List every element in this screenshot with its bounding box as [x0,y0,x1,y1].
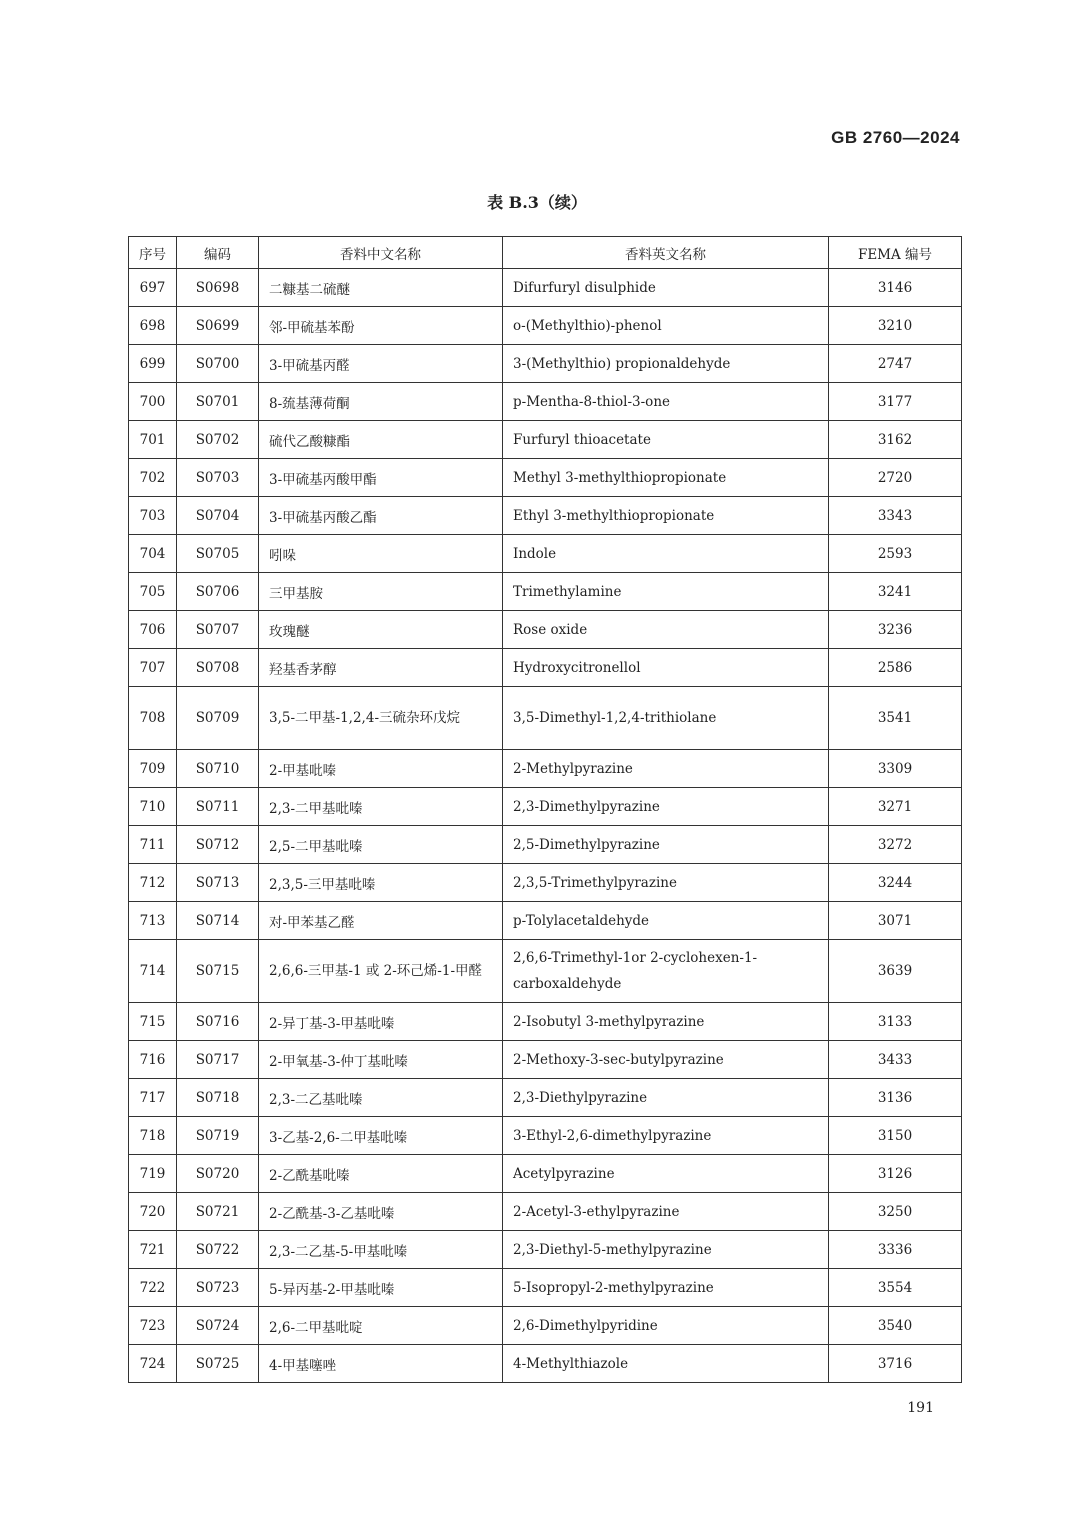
cell-en-name: Difurfuryl disulphide [503,269,829,307]
cell-en-name: Methyl 3-methylthiopropionate [503,459,829,497]
cell-code: S0722 [177,1231,259,1269]
cell-no: 703 [129,497,177,535]
table-row [129,940,962,1003]
cell-no: 716 [129,1041,177,1079]
cell-fema: 3343 [829,497,962,535]
cell-no: 701 [129,421,177,459]
cell-en-name: 3,5-Dimethyl-1,2,4-trithiolane [503,687,829,750]
cell-fema: 3236 [829,611,962,649]
cell-code: S0716 [177,1003,259,1041]
table-row [129,611,962,649]
cell-no: 699 [129,345,177,383]
cell-en-name: 2-Methoxy-3-sec-butylpyrazine [503,1041,829,1079]
table-row [129,269,962,307]
cell-en-name: 2,3-Diethylpyrazine [503,1079,829,1117]
cell-code: S0713 [177,864,259,902]
col-header-code: 编码 [177,237,259,269]
standard-code: GB 2760—2024 [831,128,960,147]
cell-cn-name: 4-甲基噻唑 [259,1345,503,1383]
cell-no: 700 [129,383,177,421]
cell-en-name: 2,5-Dimethylpyrazine [503,826,829,864]
cell-cn-name: 吲哚 [259,535,503,573]
table-row [129,902,962,940]
cell-fema: 3250 [829,1193,962,1231]
table-row [129,1345,962,1383]
cell-code: S0721 [177,1193,259,1231]
cell-fema: 3639 [829,940,962,1003]
cell-fema: 3136 [829,1079,962,1117]
cell-cn-name: 2,3,5-三甲基吡嗪 [259,864,503,902]
table-row [129,1041,962,1079]
cell-en-name: 4-Methylthiazole [503,1345,829,1383]
cell-no: 710 [129,788,177,826]
cell-fema: 3162 [829,421,962,459]
cell-code: S0700 [177,345,259,383]
table-row [129,497,962,535]
cell-cn-name: 3-乙基-2,6-二甲基吡嗪 [259,1117,503,1155]
cell-no: 718 [129,1117,177,1155]
cell-no: 713 [129,902,177,940]
cell-code: S0706 [177,573,259,611]
cell-cn-name: 2-异丁基-3-甲基吡嗪 [259,1003,503,1041]
table-row [129,649,962,687]
cell-no: 707 [129,649,177,687]
cell-fema: 3554 [829,1269,962,1307]
cell-code: S0715 [177,940,259,1003]
cell-fema: 3541 [829,687,962,750]
table-row [129,1193,962,1231]
cell-code: S0720 [177,1155,259,1193]
table-row [129,345,962,383]
table-row [129,826,962,864]
table-row [129,1079,962,1117]
cell-cn-name: 5-异丙基-2-甲基吡嗪 [259,1269,503,1307]
cell-cn-name: 硫代乙酸糠酯 [259,421,503,459]
cell-no: 720 [129,1193,177,1231]
cell-no: 714 [129,940,177,1003]
cell-cn-name: 2-乙酰基吡嗪 [259,1155,503,1193]
cell-en-name: Ethyl 3-methylthiopropionate [503,497,829,535]
cell-no: 708 [129,687,177,750]
cell-en-name: 2,6-Dimethylpyridine [503,1307,829,1345]
cell-code: S0718 [177,1079,259,1117]
cell-en-name: 3-(Methylthio) propionaldehyde [503,345,829,383]
cell-no: 721 [129,1231,177,1269]
cell-code: S0714 [177,902,259,940]
cell-no: 698 [129,307,177,345]
table-row [129,459,962,497]
cell-fema: 3540 [829,1307,962,1345]
cell-no: 724 [129,1345,177,1383]
cell-code: S0725 [177,1345,259,1383]
cell-fema: 3433 [829,1041,962,1079]
cell-cn-name: 对-甲苯基乙醛 [259,902,503,940]
cell-fema: 3244 [829,864,962,902]
col-header-no: 序号 [129,237,177,269]
cell-cn-name: 3-甲硫基丙酸甲酯 [259,459,503,497]
cell-en-name: Rose oxide [503,611,829,649]
table-row [129,421,962,459]
cell-en-name: 2,3-Diethyl-5-methylpyrazine [503,1231,829,1269]
table-row [129,383,962,421]
cell-no: 705 [129,573,177,611]
cell-code: S0723 [177,1269,259,1307]
cell-fema: 3336 [829,1231,962,1269]
cell-no: 712 [129,864,177,902]
cell-cn-name: 羟基香茅醇 [259,649,503,687]
cell-cn-name: 2-甲基吡嗪 [259,750,503,788]
cell-code: S0705 [177,535,259,573]
cell-no: 719 [129,1155,177,1193]
cell-cn-name: 2,3-二甲基吡嗪 [259,788,503,826]
cell-fema: 2720 [829,459,962,497]
cell-en-name: 2,3,5-Trimethylpyrazine [503,864,829,902]
table-row [129,687,962,750]
col-header-fema: FEMA 编号 [829,237,962,269]
flavoring-table [128,236,962,1383]
cell-code: S0707 [177,611,259,649]
cell-code: S0711 [177,788,259,826]
cell-cn-name: 邻-甲硫基苯酚 [259,307,503,345]
cell-cn-name: 2,6-二甲基吡啶 [259,1307,503,1345]
cell-no: 717 [129,1079,177,1117]
table-body [129,269,962,1383]
table-row [129,307,962,345]
cell-code: S0712 [177,826,259,864]
cell-fema: 3177 [829,383,962,421]
cell-cn-name: 2-甲氧基-3-仲丁基吡嗪 [259,1041,503,1079]
cell-cn-name: 2,3-二乙基吡嗪 [259,1079,503,1117]
cell-en-name: 3-Ethyl-2,6-dimethylpyrazine [503,1117,829,1155]
table-row [129,750,962,788]
table-row [129,535,962,573]
cell-en-name: Hydroxycitronellol [503,649,829,687]
col-header-cn-name: 香料中文名称 [259,237,503,269]
cell-fema: 3126 [829,1155,962,1193]
cell-cn-name: 8-巯基薄荷酮 [259,383,503,421]
cell-cn-name: 2-乙酰基-3-乙基吡嗪 [259,1193,503,1231]
cell-fema: 3133 [829,1003,962,1041]
cell-en-name: 2-Acetyl-3-ethylpyrazine [503,1193,829,1231]
cell-en-name: 2,3-Dimethylpyrazine [503,788,829,826]
cell-cn-name: 玫瑰醚 [259,611,503,649]
cell-en-name: 5-Isopropyl-2-methylpyrazine [503,1269,829,1307]
cell-fema: 3150 [829,1117,962,1155]
table-title: 表 B.3（续） [487,193,587,212]
cell-code: S0702 [177,421,259,459]
cell-en-name: p-Tolylacetaldehyde [503,902,829,940]
table-row [129,1231,962,1269]
table-row [129,1003,962,1041]
table-row [129,573,962,611]
cell-code: S0719 [177,1117,259,1155]
cell-fema: 3309 [829,750,962,788]
cell-cn-name: 三甲基胺 [259,573,503,611]
cell-fema: 3271 [829,788,962,826]
cell-fema: 3146 [829,269,962,307]
cell-code: S0703 [177,459,259,497]
cell-en-name: Furfuryl thioacetate [503,421,829,459]
cell-code: S0699 [177,307,259,345]
cell-en-name: Trimethylamine [503,573,829,611]
cell-en-name: 2-Isobutyl 3-methylpyrazine [503,1003,829,1041]
cell-fema: 2593 [829,535,962,573]
cell-cn-name: 2,3-二乙基-5-甲基吡嗪 [259,1231,503,1269]
cell-en-name: 2,6,6-Trimethyl-1or 2-cyclohexen-1-carboxaldehyde [503,940,829,1003]
cell-en-name: Acetylpyrazine [503,1155,829,1193]
table-row [129,864,962,902]
cell-cn-name: 3-甲硫基丙酸乙酯 [259,497,503,535]
cell-en-name: Indole [503,535,829,573]
cell-no: 706 [129,611,177,649]
cell-fema: 3716 [829,1345,962,1383]
cell-en-name: 2-Methylpyrazine [503,750,829,788]
cell-no: 722 [129,1269,177,1307]
cell-code: S0710 [177,750,259,788]
cell-cn-name: 3-甲硫基丙醛 [259,345,503,383]
cell-code: S0709 [177,687,259,750]
cell-code: S0717 [177,1041,259,1079]
table-row [129,1307,962,1345]
cell-en-name: p-Mentha-8-thiol-3-one [503,383,829,421]
cell-cn-name: 2,5-二甲基吡嗪 [259,826,503,864]
table-row [129,788,962,826]
cell-code: S0724 [177,1307,259,1345]
cell-no: 697 [129,269,177,307]
cell-fema: 3241 [829,573,962,611]
cell-no: 715 [129,1003,177,1041]
cell-code: S0698 [177,269,259,307]
cell-fema: 3071 [829,902,962,940]
page-number: 191 [907,1400,934,1416]
table-row [129,1117,962,1155]
cell-cn-name: 二糠基二硫醚 [259,269,503,307]
cell-no: 702 [129,459,177,497]
cell-cn-name: 2,6,6-三甲基-1 或 2-环己烯-1-甲醛 [259,940,503,1003]
cell-no: 709 [129,750,177,788]
cell-fema: 3272 [829,826,962,864]
cell-code: S0708 [177,649,259,687]
cell-no: 723 [129,1307,177,1345]
table-header-row [129,237,962,269]
cell-no: 704 [129,535,177,573]
table-row [129,1269,962,1307]
cell-cn-name: 3,5-二甲基-1,2,4-三硫杂环戊烷 [259,687,503,750]
cell-no: 711 [129,826,177,864]
table-row [129,1155,962,1193]
cell-code: S0701 [177,383,259,421]
cell-fema: 3210 [829,307,962,345]
col-header-en-name: 香料英文名称 [503,237,829,269]
cell-fema: 2747 [829,345,962,383]
cell-fema: 2586 [829,649,962,687]
cell-code: S0704 [177,497,259,535]
cell-en-name: o-(Methylthio)-phenol [503,307,829,345]
